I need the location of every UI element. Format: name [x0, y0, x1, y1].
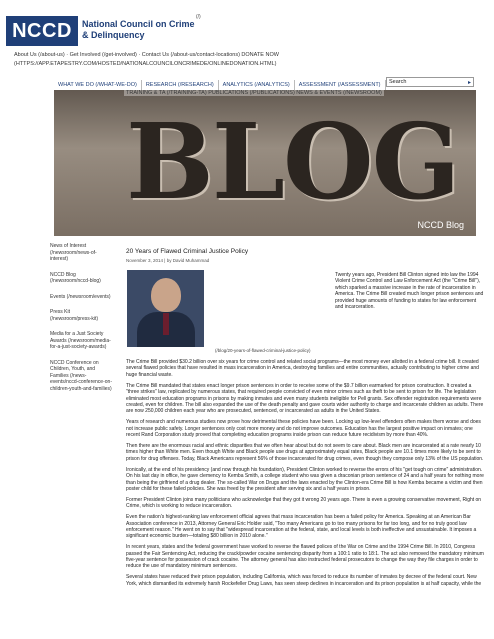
post-paragraph: Even the nation's highest-ranking law enforcement official agrees that mass incarceration has been a failed policy for America. Speaking at an American Bar Association conference in 2013, Attorney General Eric Holder said, "Too many Americans go to too many prisons for far too long, and for no truly good law enforcement reason." He went on to say that "widespread incarceration at the federal, state, and local levels is both ineffective and unsustainable. It imposes a significant economic burden—totaling $80 billion in 2010 alone." [126, 514, 477, 540]
nav-item-research[interactable]: RESEARCH (/RESEARCH) [142, 80, 219, 90]
post-intro: Twenty years ago, President Bill Clinton signed into law the 1994 Violent Crime Control and Law Enforcement Act (the "Crime Bill"), which sparked a massive increase in the rate of incarceration in America. The Crime Bill created much longer prison sentences and provided huge amounts of funding to states for law enforcement and incarceration. [335, 272, 484, 311]
nav-item-assessment[interactable]: ASSESSMENT (/ASSESSMENT) [295, 80, 386, 90]
post-paragraph: Former President Clinton joins many politicians who acknowledge that they got it wrong 20 years ago. There is even a growing conservative movement, Right on Crime, which is working to reduce incarceration. [126, 496, 482, 510]
search-input[interactable] [386, 77, 474, 87]
post-paragraph: Then there are the enormous racial and ethnic disparities that we often hear about but do not seem to care about. Black men are incarcerated at a rate nearly 10 times higher than White men. Even though White and Black people use drugs at approximately equal rates, Black people are 10.1 times more likely to be sent to prison for drug offenses. Today, Black Americans represent 56% of those incarcerated for drug crimes, even though they compose only 13% of the US population. [126, 442, 484, 462]
nccd-logo[interactable]: NCCD [6, 16, 78, 46]
secondary-nav[interactable]: TRAINING & TA (/TRAINING-TA) PUBLICATIONS (/PUBLICATIONS) NEWS & EVENTS (/NEWSROOM) [126, 90, 382, 96]
author-photo [127, 270, 204, 347]
photo-link[interactable]: (/blog/20-years-of-flawed-criminal-justice-policy) [215, 348, 311, 353]
sidebar-item-nccd-blog[interactable]: NCCD Blog (/newsroom/nccd-blog) [50, 271, 101, 284]
sidebar-item-events[interactable]: Events (/newsroom/events) [50, 293, 111, 300]
top-links[interactable]: About Us (/about-us) · Get Involved (/get-involved) · Contact Us (/about-us/contact-locations) DONATE NOW (HTTPS://APP.ETAPESTRY.COM/HOSTED/NATIONALCOUNCILONCRIMEDE/ONLINEDONATION.HTML) [14, 52, 279, 67]
post-title[interactable]: 20 Years of Flawed Criminal Justice Policy [126, 248, 249, 255]
blog-banner [54, 90, 476, 236]
sidebar-item-news-of-interest[interactable]: News of Interest (/newsroom/news-of-interest) [50, 243, 97, 262]
photo-tie [163, 313, 169, 335]
post-paragraph: The Crime Bill provided $30.2 billion over six years for crime control and related social programs—the most money ever allotted in a federal crime bill. It created several flawed policies that have resulted in mass incarceration in America, destroying families and entire communities, actually contributing to higher crime and huge financial waste. [126, 359, 479, 378]
home-link[interactable]: (/) [196, 14, 201, 20]
banner-title: NCCD Blog [417, 220, 464, 230]
org-name: National Council on Crime & Delinquency [82, 19, 195, 40]
sidebar-item-conference[interactable]: NCCD Conference on Children, Youth, and Families (/news-events/nccd-conference-on-children-youth-and-families) [50, 359, 112, 392]
post-paragraph: Several states have reduced their prison population, including California, which was forced to reduce its number of inmates by decree of the federal court. New York, which dismantled its extremely harsh Rockefeller Drug Laws, has seen steep declines in incarceration and its prison population is at half capacity, while the [126, 574, 482, 587]
photo-head [151, 278, 181, 312]
nav-item-analytics[interactable]: ANALYTICS (/ANALYTICS) [219, 80, 295, 90]
sidebar-item-press-kit[interactable]: Press Kit (/newsroom/press-kit) [50, 309, 99, 322]
banner-blog-word: BLOG [126, 100, 459, 223]
post-body [126, 359, 484, 592]
post-paragraph: The Crime Bill mandated that states enact longer prison sentences in order to receive some of the $9.7 billion earmarked for prison construction. It created a "three strikes" law, replicated by numerous states, that required people convicted of even minor crimes such as theft to be sent to prison for life. The legislation eliminated most education programs in prisons by making inmates and even many students ineligible for Pell grants. Sex offender registration requirements were created, even for children. The bill also expanded the use of the death penalty and gave courts wider authority to charge and incarcerate children as adults. There are now 250,000 children each year who are prosecuted, sentenced, or incarcerated as adults in the United States. [126, 382, 484, 415]
post-paragraph: Years of research and numerous studies now prove how detrimental these policies have been. Locking up low-level offenders often makes them worse and does not increase public safety. Longer sentences only cost more money and do not improve outcomes. Education has the largest positive impact on inmates; one recent Rand Corporation study proved that completing education programs inside prison can reduce future recidivism by more than 40%. [126, 419, 481, 439]
post-meta: November 3, 2014 | by David Muhammad [126, 258, 210, 263]
post-paragraph: In recent years, states and the federal government have worked to reverse the flawed polices of the War on Crime and the 1994 Crime Bill. In 2010, Congress passed the Fair Sentencing Act, reducing the crack/powder cocaine sentencing disparity from a 100:1 ratio to 18:1. The act also removed the mandatory minimum five-year sentence for possession of crack cocaine. The attorney general has also instructed federal prosecutors to change the way they file charges in order to reduce the use of mandatory minimum sentences. [126, 544, 484, 570]
sidebar-item-media-awards[interactable]: Media for a Just Society Awards (/newsroom/media-for-a-just-society-awards) [50, 331, 111, 350]
search-icon[interactable]: ▸ [467, 80, 471, 86]
post-paragraph: Ironically, at the end of his presidency (and now through his foundation), President Clinton worked to reverse the errors of his "get tough on crime" administration. On his last day in office, he gave clemency to Kemba Smith, a college student who was given a draconian prison sentence of 24 and a half years for nothing more than being the girlfriend of a drug dealer. The so-called War on Drugs and the laws enacted by the Clinton-era Crime Bill is how Kemba became a victim and then poster child for these failed policies. She was freed by the president after serving six and a half years in prison. [126, 466, 484, 492]
sidebar [50, 243, 112, 401]
nav-item-what-we-do[interactable]: WHAT WE DO (/WHAT-WE-DO) [54, 80, 142, 90]
search-placeholder: Search [389, 79, 407, 85]
